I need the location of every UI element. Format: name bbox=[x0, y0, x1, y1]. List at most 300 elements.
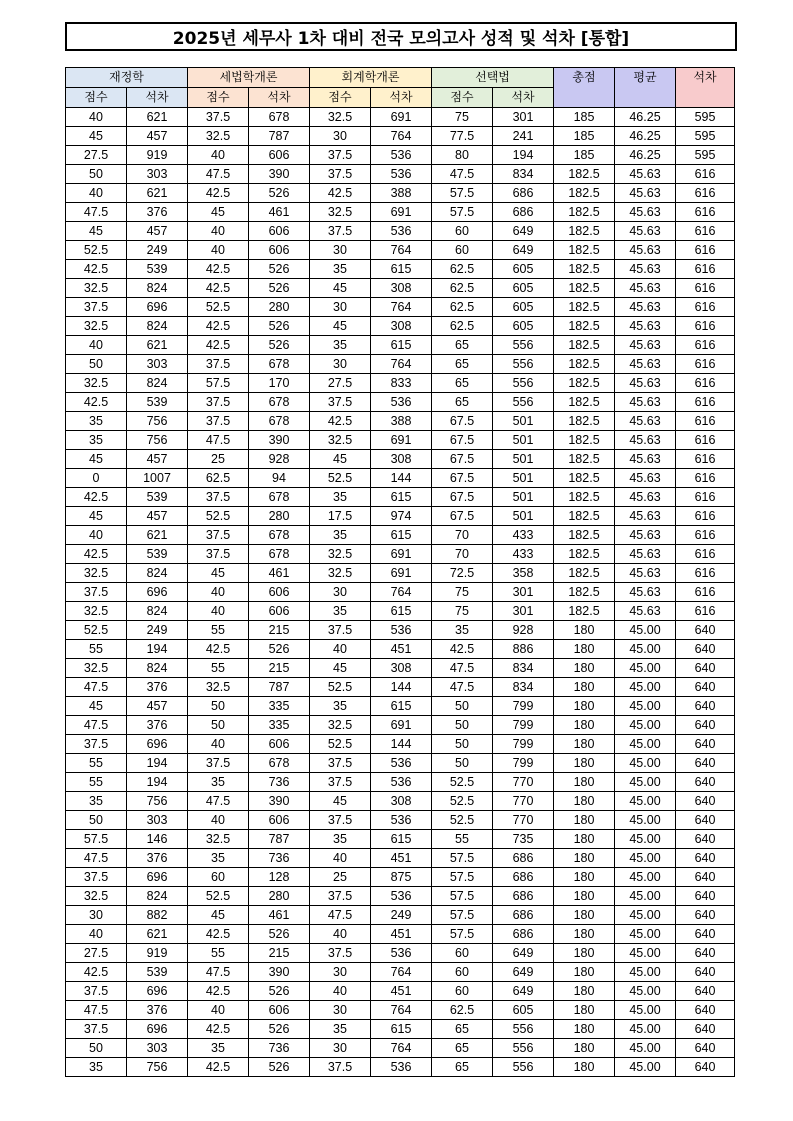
subject2-score-cell: 50 bbox=[188, 697, 249, 716]
subject1-score-cell: 57.5 bbox=[66, 830, 127, 849]
average-score-cell: 46.25 bbox=[615, 146, 676, 165]
total-score-cell: 182.5 bbox=[554, 431, 615, 450]
subject4-score-cell: 67.5 bbox=[432, 469, 493, 488]
average-score-cell: 45.63 bbox=[615, 298, 676, 317]
subject3-score-cell: 32.5 bbox=[310, 203, 371, 222]
subject1-score-cell: 52.5 bbox=[66, 241, 127, 260]
subject3-rank-cell: 536 bbox=[371, 165, 432, 184]
overall-rank-cell: 616 bbox=[676, 564, 735, 583]
average-score-cell: 45.00 bbox=[615, 659, 676, 678]
total-score-cell: 180 bbox=[554, 792, 615, 811]
subject3-score-cell: 35 bbox=[310, 336, 371, 355]
table-row bbox=[66, 336, 735, 355]
subject1-rank-cell: 146 bbox=[127, 830, 188, 849]
subject3-rank-cell: 691 bbox=[371, 108, 432, 127]
total-score-cell: 182.5 bbox=[554, 203, 615, 222]
table-row bbox=[66, 203, 735, 222]
subject3-score-cell: 32.5 bbox=[310, 431, 371, 450]
average-score-cell: 45.63 bbox=[615, 279, 676, 298]
subject2-score-cell: 52.5 bbox=[188, 298, 249, 317]
subject3-rank-cell: 764 bbox=[371, 1039, 432, 1058]
total-score-cell: 182.5 bbox=[554, 336, 615, 355]
total-score-cell: 182.5 bbox=[554, 298, 615, 317]
subject2-rank-cell: 526 bbox=[249, 184, 310, 203]
total-score-cell: 180 bbox=[554, 697, 615, 716]
table-row bbox=[66, 830, 735, 849]
score-subheader: 점수 bbox=[310, 88, 371, 108]
subject3-score-cell: 42.5 bbox=[310, 184, 371, 203]
subject4-rank-cell: 770 bbox=[493, 792, 554, 811]
table-row bbox=[66, 450, 735, 469]
subject2-score-cell: 42.5 bbox=[188, 640, 249, 659]
table-row bbox=[66, 849, 735, 868]
overall-rank-cell: 616 bbox=[676, 488, 735, 507]
overall-rank-cell: 616 bbox=[676, 203, 735, 222]
average-score-cell: 45.00 bbox=[615, 697, 676, 716]
subject3-rank-cell: 536 bbox=[371, 944, 432, 963]
table-row bbox=[66, 754, 735, 773]
total-score-cell: 180 bbox=[554, 944, 615, 963]
overall-rank-cell: 640 bbox=[676, 925, 735, 944]
subject3-rank-cell: 536 bbox=[371, 146, 432, 165]
subject4-score-cell: 65 bbox=[432, 1020, 493, 1039]
subject1-score-cell: 35 bbox=[66, 431, 127, 450]
subject2-score-cell: 42.5 bbox=[188, 982, 249, 1001]
total-score-cell: 185 bbox=[554, 146, 615, 165]
subject2-rank-cell: 606 bbox=[249, 1001, 310, 1020]
subject1-rank-cell: 824 bbox=[127, 887, 188, 906]
subject4-rank-cell: 605 bbox=[493, 260, 554, 279]
subject4-score-cell: 50 bbox=[432, 697, 493, 716]
page-title: 2025년 세무사 1차 대비 전국 모의고사 성적 및 석차 [통합] bbox=[65, 22, 737, 51]
subject2-rank-cell: 335 bbox=[249, 697, 310, 716]
total-score-cell: 180 bbox=[554, 887, 615, 906]
subject4-score-cell: 52.5 bbox=[432, 811, 493, 830]
subject4-score-cell: 80 bbox=[432, 146, 493, 165]
average-score-cell: 45.00 bbox=[615, 1039, 676, 1058]
subject4-score-cell: 55 bbox=[432, 830, 493, 849]
subject2-rank-cell: 280 bbox=[249, 507, 310, 526]
table-row bbox=[66, 222, 735, 241]
subject4-rank-cell: 686 bbox=[493, 925, 554, 944]
rank-subheader: 석차 bbox=[127, 88, 188, 108]
subject4-score-cell: 57.5 bbox=[432, 203, 493, 222]
subject2-score-cell: 47.5 bbox=[188, 963, 249, 982]
subject4-rank-cell: 605 bbox=[493, 1001, 554, 1020]
table-row bbox=[66, 640, 735, 659]
overall-rank-cell: 640 bbox=[676, 811, 735, 830]
subject4-score-cell: 62.5 bbox=[432, 298, 493, 317]
average-score-cell: 45.63 bbox=[615, 450, 676, 469]
subject4-score-cell: 75 bbox=[432, 602, 493, 621]
subject4-score-cell: 52.5 bbox=[432, 792, 493, 811]
subject4-score-cell: 57.5 bbox=[432, 887, 493, 906]
subject1-rank-cell: 621 bbox=[127, 925, 188, 944]
subject3-rank-cell: 308 bbox=[371, 317, 432, 336]
subject2-score-cell: 45 bbox=[188, 564, 249, 583]
subject2-rank-cell: 526 bbox=[249, 925, 310, 944]
subject2-score-cell: 40 bbox=[188, 583, 249, 602]
subject1-score-cell: 47.5 bbox=[66, 716, 127, 735]
table-row bbox=[66, 317, 735, 336]
subject1-score-cell: 55 bbox=[66, 640, 127, 659]
subject4-score-cell: 62.5 bbox=[432, 1001, 493, 1020]
subject4-score-cell: 60 bbox=[432, 241, 493, 260]
subject3-rank-cell: 144 bbox=[371, 678, 432, 697]
table-row bbox=[66, 108, 735, 127]
subject1-score-cell: 32.5 bbox=[66, 602, 127, 621]
subject3-score-cell: 32.5 bbox=[310, 108, 371, 127]
subject4-score-cell: 50 bbox=[432, 716, 493, 735]
subject3-score-cell: 47.5 bbox=[310, 906, 371, 925]
subject4-rank-cell: 686 bbox=[493, 887, 554, 906]
average-score-cell: 45.63 bbox=[615, 526, 676, 545]
average-score-cell: 45.00 bbox=[615, 868, 676, 887]
average-score-cell: 45.00 bbox=[615, 1058, 676, 1077]
subject3-rank-cell: 615 bbox=[371, 830, 432, 849]
total-score-cell: 180 bbox=[554, 868, 615, 887]
subject4-score-cell: 67.5 bbox=[432, 412, 493, 431]
average-score-cell: 45.63 bbox=[615, 336, 676, 355]
subject3-rank-cell: 764 bbox=[371, 583, 432, 602]
overall-rank-cell: 640 bbox=[676, 716, 735, 735]
subject1-rank-cell: 824 bbox=[127, 279, 188, 298]
subject2-rank-cell: 390 bbox=[249, 963, 310, 982]
total-score-cell: 185 bbox=[554, 127, 615, 146]
table-row bbox=[66, 678, 735, 697]
subject4-rank-cell: 241 bbox=[493, 127, 554, 146]
subject1-rank-cell: 621 bbox=[127, 526, 188, 545]
subject2-rank-cell: 526 bbox=[249, 982, 310, 1001]
subject2-score-cell: 37.5 bbox=[188, 108, 249, 127]
subject1-score-cell: 50 bbox=[66, 1039, 127, 1058]
table-row bbox=[66, 773, 735, 792]
subject3-rank-cell: 764 bbox=[371, 1001, 432, 1020]
subject2-rank-cell: 678 bbox=[249, 393, 310, 412]
subject2-score-cell: 35 bbox=[188, 1039, 249, 1058]
subject1-score-cell: 45 bbox=[66, 507, 127, 526]
average-score-cell: 45.00 bbox=[615, 925, 676, 944]
subject3-rank-cell: 536 bbox=[371, 773, 432, 792]
subject3-score-cell: 45 bbox=[310, 659, 371, 678]
subject3-score-cell: 35 bbox=[310, 526, 371, 545]
total-header-fill bbox=[554, 88, 615, 108]
subject2-score-cell: 60 bbox=[188, 868, 249, 887]
subject4-rank-cell: 556 bbox=[493, 355, 554, 374]
subject2-rank-cell: 606 bbox=[249, 735, 310, 754]
average-score-cell: 45.63 bbox=[615, 545, 676, 564]
subject4-rank-cell: 799 bbox=[493, 716, 554, 735]
overall-rank-cell: 616 bbox=[676, 279, 735, 298]
subject2-score-cell: 47.5 bbox=[188, 792, 249, 811]
table-row bbox=[66, 735, 735, 754]
subject-header-3: 회계학개론 bbox=[310, 68, 432, 88]
subject1-rank-cell: 919 bbox=[127, 146, 188, 165]
subject1-score-cell: 40 bbox=[66, 336, 127, 355]
subject3-rank-cell: 144 bbox=[371, 735, 432, 754]
table-row bbox=[66, 526, 735, 545]
subject1-rank-cell: 621 bbox=[127, 184, 188, 203]
subject2-rank-cell: 215 bbox=[249, 621, 310, 640]
subject2-score-cell: 40 bbox=[188, 1001, 249, 1020]
subject1-rank-cell: 249 bbox=[127, 241, 188, 260]
overall-rank-cell: 616 bbox=[676, 469, 735, 488]
subject3-score-cell: 37.5 bbox=[310, 222, 371, 241]
subject3-rank-cell: 308 bbox=[371, 450, 432, 469]
average-score-cell: 45.63 bbox=[615, 165, 676, 184]
subject4-rank-cell: 649 bbox=[493, 982, 554, 1001]
subject3-score-cell: 32.5 bbox=[310, 564, 371, 583]
subject2-score-cell: 57.5 bbox=[188, 374, 249, 393]
overall-rank-cell: 616 bbox=[676, 507, 735, 526]
score-subheader: 점수 bbox=[432, 88, 493, 108]
overall-rank-cell: 640 bbox=[676, 640, 735, 659]
table-row bbox=[66, 184, 735, 203]
subject3-score-cell: 30 bbox=[310, 583, 371, 602]
subject2-rank-cell: 678 bbox=[249, 108, 310, 127]
table-row bbox=[66, 982, 735, 1001]
subject4-score-cell: 57.5 bbox=[432, 868, 493, 887]
average-score-cell: 45.63 bbox=[615, 602, 676, 621]
subject3-rank-cell: 536 bbox=[371, 811, 432, 830]
subject3-score-cell: 52.5 bbox=[310, 678, 371, 697]
subject1-score-cell: 47.5 bbox=[66, 678, 127, 697]
subject1-rank-cell: 539 bbox=[127, 963, 188, 982]
subject3-score-cell: 35 bbox=[310, 1020, 371, 1039]
subject2-rank-cell: 280 bbox=[249, 298, 310, 317]
score-subheader: 점수 bbox=[188, 88, 249, 108]
subject3-score-cell: 37.5 bbox=[310, 621, 371, 640]
table-row bbox=[66, 1058, 735, 1077]
subject2-rank-cell: 526 bbox=[249, 260, 310, 279]
subject4-score-cell: 77.5 bbox=[432, 127, 493, 146]
score-table-body bbox=[66, 108, 735, 1077]
subject1-rank-cell: 457 bbox=[127, 222, 188, 241]
subject1-rank-cell: 824 bbox=[127, 602, 188, 621]
table-row bbox=[66, 374, 735, 393]
subject1-score-cell: 42.5 bbox=[66, 963, 127, 982]
subject3-rank-cell: 615 bbox=[371, 488, 432, 507]
overall-rank-header: 석차 bbox=[676, 68, 735, 88]
table-row bbox=[66, 393, 735, 412]
subject4-rank-cell: 194 bbox=[493, 146, 554, 165]
subject3-score-cell: 37.5 bbox=[310, 146, 371, 165]
subject3-score-cell: 27.5 bbox=[310, 374, 371, 393]
average-score-cell: 45.00 bbox=[615, 963, 676, 982]
subject1-rank-cell: 457 bbox=[127, 697, 188, 716]
subject3-score-cell: 37.5 bbox=[310, 887, 371, 906]
subject4-rank-cell: 556 bbox=[493, 393, 554, 412]
subject3-rank-cell: 691 bbox=[371, 716, 432, 735]
subject1-score-cell: 35 bbox=[66, 1058, 127, 1077]
subject1-score-cell: 40 bbox=[66, 925, 127, 944]
subject4-rank-cell: 649 bbox=[493, 963, 554, 982]
subject3-rank-cell: 536 bbox=[371, 887, 432, 906]
total-score-cell: 182.5 bbox=[554, 222, 615, 241]
average-score-cell: 45.63 bbox=[615, 469, 676, 488]
subject3-score-cell: 45 bbox=[310, 450, 371, 469]
subject2-score-cell: 40 bbox=[188, 602, 249, 621]
subject4-rank-cell: 301 bbox=[493, 602, 554, 621]
overall-rank-cell: 616 bbox=[676, 602, 735, 621]
subject1-rank-cell: 1007 bbox=[127, 469, 188, 488]
subject3-score-cell: 17.5 bbox=[310, 507, 371, 526]
subject4-rank-cell: 556 bbox=[493, 374, 554, 393]
subject2-rank-cell: 606 bbox=[249, 602, 310, 621]
subject2-rank-cell: 606 bbox=[249, 146, 310, 165]
subject1-rank-cell: 539 bbox=[127, 393, 188, 412]
average-score-cell: 45.00 bbox=[615, 792, 676, 811]
overall-rank-cell: 595 bbox=[676, 127, 735, 146]
subject2-rank-cell: 928 bbox=[249, 450, 310, 469]
table-row bbox=[66, 488, 735, 507]
subject3-rank-cell: 308 bbox=[371, 792, 432, 811]
subject1-rank-cell: 919 bbox=[127, 944, 188, 963]
subject2-rank-cell: 526 bbox=[249, 1058, 310, 1077]
subject1-score-cell: 32.5 bbox=[66, 317, 127, 336]
subject1-score-cell: 55 bbox=[66, 773, 127, 792]
subject4-score-cell: 60 bbox=[432, 944, 493, 963]
subject4-rank-cell: 605 bbox=[493, 317, 554, 336]
total-score-cell: 182.5 bbox=[554, 184, 615, 203]
subject2-score-cell: 37.5 bbox=[188, 412, 249, 431]
average-score-cell: 45.63 bbox=[615, 317, 676, 336]
total-score-cell: 180 bbox=[554, 621, 615, 640]
subject1-score-cell: 52.5 bbox=[66, 621, 127, 640]
subject4-score-cell: 67.5 bbox=[432, 507, 493, 526]
subject2-score-cell: 42.5 bbox=[188, 317, 249, 336]
subject2-score-cell: 35 bbox=[188, 773, 249, 792]
subject3-score-cell: 30 bbox=[310, 355, 371, 374]
subject3-rank-cell: 388 bbox=[371, 412, 432, 431]
subject2-rank-cell: 736 bbox=[249, 773, 310, 792]
average-score-cell: 45.63 bbox=[615, 488, 676, 507]
subject2-score-cell: 42.5 bbox=[188, 279, 249, 298]
subject4-rank-cell: 501 bbox=[493, 431, 554, 450]
total-score-cell: 182.5 bbox=[554, 374, 615, 393]
subject3-rank-cell: 615 bbox=[371, 602, 432, 621]
table-row bbox=[66, 241, 735, 260]
subject4-rank-cell: 556 bbox=[493, 1020, 554, 1039]
subject4-score-cell: 50 bbox=[432, 735, 493, 754]
total-score-cell: 180 bbox=[554, 906, 615, 925]
table-row bbox=[66, 716, 735, 735]
average-score-cell: 45.00 bbox=[615, 811, 676, 830]
subject2-rank-cell: 526 bbox=[249, 317, 310, 336]
subject3-score-cell: 45 bbox=[310, 317, 371, 336]
subject4-rank-cell: 501 bbox=[493, 412, 554, 431]
overall-rank-cell: 640 bbox=[676, 944, 735, 963]
subject3-score-cell: 30 bbox=[310, 241, 371, 260]
overall-rank-cell: 616 bbox=[676, 222, 735, 241]
subject1-score-cell: 50 bbox=[66, 165, 127, 184]
subject3-rank-cell: 764 bbox=[371, 355, 432, 374]
subject2-rank-cell: 461 bbox=[249, 203, 310, 222]
subject1-rank-cell: 756 bbox=[127, 431, 188, 450]
total-score-cell: 182.5 bbox=[554, 412, 615, 431]
subject1-rank-cell: 621 bbox=[127, 108, 188, 127]
subject3-score-cell: 37.5 bbox=[310, 944, 371, 963]
subject1-score-cell: 50 bbox=[66, 355, 127, 374]
subject4-score-cell: 65 bbox=[432, 1039, 493, 1058]
subject3-score-cell: 40 bbox=[310, 849, 371, 868]
subject4-rank-cell: 556 bbox=[493, 1058, 554, 1077]
subject1-rank-cell: 824 bbox=[127, 659, 188, 678]
subject4-rank-cell: 433 bbox=[493, 526, 554, 545]
subject4-score-cell: 52.5 bbox=[432, 773, 493, 792]
subject2-rank-cell: 606 bbox=[249, 583, 310, 602]
subject2-rank-cell: 461 bbox=[249, 564, 310, 583]
subject3-score-cell: 30 bbox=[310, 1039, 371, 1058]
total-score-cell: 180 bbox=[554, 1001, 615, 1020]
subject1-rank-cell: 696 bbox=[127, 982, 188, 1001]
subject1-rank-cell: 539 bbox=[127, 488, 188, 507]
table-row bbox=[66, 165, 735, 184]
average-score-cell: 45.63 bbox=[615, 393, 676, 412]
total-score-cell: 182.5 bbox=[554, 241, 615, 260]
subject1-rank-cell: 303 bbox=[127, 355, 188, 374]
subject1-rank-cell: 457 bbox=[127, 507, 188, 526]
subject3-score-cell: 35 bbox=[310, 830, 371, 849]
average-score-cell: 45.63 bbox=[615, 412, 676, 431]
subject1-score-cell: 32.5 bbox=[66, 279, 127, 298]
subject1-score-cell: 37.5 bbox=[66, 1020, 127, 1039]
total-score-cell: 180 bbox=[554, 1058, 615, 1077]
subject1-rank-cell: 194 bbox=[127, 754, 188, 773]
subject4-score-cell: 65 bbox=[432, 336, 493, 355]
subject3-rank-cell: 764 bbox=[371, 298, 432, 317]
subject3-score-cell: 30 bbox=[310, 127, 371, 146]
overall-rank-cell: 640 bbox=[676, 792, 735, 811]
subject1-score-cell: 42.5 bbox=[66, 488, 127, 507]
subject2-score-cell: 25 bbox=[188, 450, 249, 469]
average-score-cell: 45.00 bbox=[615, 754, 676, 773]
subject2-rank-cell: 170 bbox=[249, 374, 310, 393]
overall-rank-cell: 616 bbox=[676, 545, 735, 564]
subject3-rank-cell: 451 bbox=[371, 925, 432, 944]
average-score-cell: 45.63 bbox=[615, 583, 676, 602]
subject1-rank-cell: 696 bbox=[127, 1020, 188, 1039]
subject1-rank-cell: 303 bbox=[127, 165, 188, 184]
subject4-rank-cell: 834 bbox=[493, 165, 554, 184]
subject3-rank-cell: 833 bbox=[371, 374, 432, 393]
subject3-rank-cell: 536 bbox=[371, 1058, 432, 1077]
rank-subheader: 석차 bbox=[249, 88, 310, 108]
subject2-score-cell: 42.5 bbox=[188, 1058, 249, 1077]
subject1-score-cell: 45 bbox=[66, 450, 127, 469]
subject3-score-cell: 37.5 bbox=[310, 165, 371, 184]
subject3-score-cell: 42.5 bbox=[310, 412, 371, 431]
subject3-rank-cell: 308 bbox=[371, 659, 432, 678]
table-row bbox=[66, 127, 735, 146]
subject2-rank-cell: 736 bbox=[249, 849, 310, 868]
overall-rank-cell: 640 bbox=[676, 868, 735, 887]
subject2-score-cell: 40 bbox=[188, 222, 249, 241]
total-score-cell: 180 bbox=[554, 982, 615, 1001]
subject4-score-cell: 35 bbox=[432, 621, 493, 640]
subject3-rank-cell: 691 bbox=[371, 431, 432, 450]
subject1-rank-cell: 696 bbox=[127, 868, 188, 887]
total-score-cell: 180 bbox=[554, 1020, 615, 1039]
subject2-score-cell: 37.5 bbox=[188, 754, 249, 773]
table-row bbox=[66, 925, 735, 944]
subject3-score-cell: 35 bbox=[310, 602, 371, 621]
average-score-cell: 45.00 bbox=[615, 678, 676, 697]
subject3-rank-cell: 536 bbox=[371, 754, 432, 773]
subject2-rank-cell: 335 bbox=[249, 716, 310, 735]
subject1-rank-cell: 376 bbox=[127, 1001, 188, 1020]
subject4-score-cell: 67.5 bbox=[432, 431, 493, 450]
